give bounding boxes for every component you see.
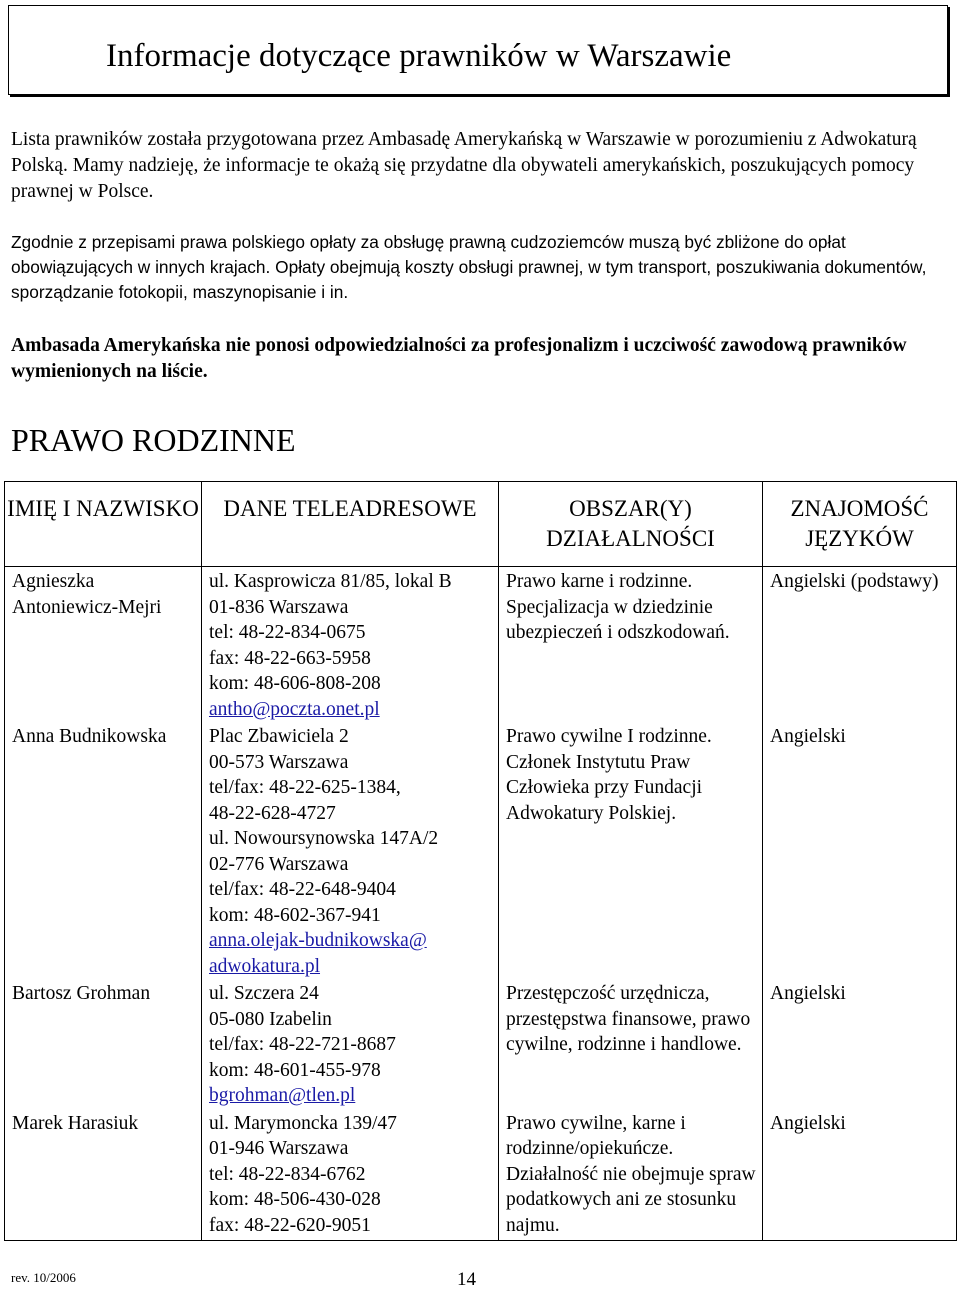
lawyer-contact bbox=[202, 979, 499, 1109]
contact-line: 01-836 Warszawa bbox=[209, 596, 349, 618]
email-link[interactable]: bgrohman@tlen.pl bbox=[209, 1085, 356, 1106]
header-area: OBSZAR(Y) DZIAŁALNOŚCI bbox=[499, 482, 763, 567]
contact-line: ul. Kasprowicza 81/85, lokal B bbox=[209, 571, 452, 592]
title-box bbox=[8, 5, 948, 95]
languages: Angielski (podstawy) bbox=[763, 567, 957, 723]
contact-line: 05-080 Izabelin bbox=[209, 1008, 332, 1030]
table-row bbox=[5, 567, 957, 723]
contact-line: tel: 48-22-834-0675 bbox=[209, 622, 366, 643]
languages: Angielski bbox=[763, 722, 957, 979]
section-title: PRAWO RODZINNE bbox=[11, 422, 296, 458]
practice-area: Prawo cywilne, karne i rodzinne/opiekuńcze. Działalność nie obejmuje spraw podatkowych ani ze stosunku najmu. bbox=[499, 1109, 763, 1241]
table-header-row bbox=[5, 482, 957, 567]
contact-line: 48-22-628-4727 bbox=[209, 802, 336, 824]
practice-area: Prawo karne i rodzinne. Specjalizacja w dziedzinie ubezpieczeń i odszkodowań. bbox=[499, 567, 763, 723]
lawyer-contact bbox=[202, 722, 499, 979]
languages: Angielski bbox=[763, 979, 957, 1109]
page-title: Informacje dotyczące prawników w Warszawie bbox=[106, 38, 732, 74]
email-link[interactable]: antho@poczta.onet.pl bbox=[209, 698, 380, 720]
contact-line: ul. Nowoursynowska 147A/2 bbox=[209, 828, 439, 849]
lawyer-contact bbox=[202, 1109, 499, 1241]
languages: Angielski bbox=[763, 1109, 957, 1241]
contact-line: fax: 48-22-663-5958 bbox=[209, 647, 371, 669]
contact-line: ul. Szczera 24 bbox=[209, 983, 319, 1004]
contact-line: kom: 48-506-430-028 bbox=[209, 1189, 381, 1210]
intro-paragraph: Lista prawników została przygotowana przez Ambasadę Amerykańską w Warszawie w porozumieniu z Adwokaturą Polską. Mamy nadzieję, że informacje te okażą się przydatne dla obywateli amerykańskich, poszukujących pomocy prawnej w Polsce. bbox=[11, 129, 917, 202]
contact-line: fax: 48-22-620-9051 bbox=[209, 1214, 371, 1236]
header-contact: DANE TELEADRESOWE bbox=[202, 482, 499, 567]
lawyer-name: Anna Budnikowska bbox=[5, 722, 202, 979]
contact-line: tel/fax: 48-22-721-8687 bbox=[209, 1034, 396, 1055]
lawyers-table bbox=[4, 481, 957, 1241]
contact-line: 00-573 Warszawa bbox=[209, 751, 349, 773]
header-name: IMIĘ I NAZWISKO bbox=[5, 482, 202, 567]
table-row bbox=[5, 722, 957, 979]
contact-line: tel/fax: 48-22-625-1384, bbox=[209, 777, 401, 798]
contact-line: ul. Marymoncka 139/47 bbox=[209, 1112, 397, 1134]
contact-line: kom: 48-601-455-978 bbox=[209, 1059, 381, 1081]
contact-line: kom: 48-606-808-208 bbox=[209, 673, 381, 694]
email-link[interactable]: adwokatura.pl bbox=[209, 955, 321, 977]
table-row bbox=[5, 1109, 957, 1241]
disclaimer-paragraph: Ambasada Amerykańska nie ponosi odpowiedzialności za profesjonalizm i uczciwość zawodową prawników wymienionych na liście. bbox=[11, 335, 907, 382]
contact-line: kom: 48-602-367-941 bbox=[209, 904, 381, 926]
lawyer-name: Marek Harasiuk bbox=[5, 1109, 202, 1241]
contact-line: tel/fax: 48-22-648-9404 bbox=[209, 879, 396, 900]
header-languages: ZNAJOMOŚĆ JĘZYKÓW bbox=[763, 482, 957, 567]
fees-paragraph: Zgodnie z przepisami prawa polskiego opłaty za obsługę prawną cudzoziemców muszą być zbliżone do opłat obowiązujących w innych krajach. Opłaty obejmują koszty obsługi prawnej, w tym transport, poszukiwania dokumentów, sporządzanie fotokopii, maszynopisanie i in. bbox=[11, 232, 927, 302]
table-row bbox=[5, 979, 957, 1109]
email-link[interactable]: anna.olejak-budnikowska@ bbox=[209, 930, 427, 951]
contact-line: tel: 48-22-834-6762 bbox=[209, 1163, 366, 1185]
contact-line: Plac Zbawiciela 2 bbox=[209, 726, 349, 747]
lawyer-name: Bartosz Grohman bbox=[5, 979, 202, 1109]
lawyer-name: Agnieszka Antoniewicz-Mejri bbox=[5, 567, 202, 723]
page-number: 14 bbox=[457, 1269, 476, 1290]
revision-note: rev. 10/2006 bbox=[11, 1270, 76, 1285]
contact-line: 02-776 Warszawa bbox=[209, 853, 349, 875]
contact-line: 01-946 Warszawa bbox=[209, 1138, 349, 1159]
lawyer-contact bbox=[202, 567, 499, 723]
practice-area: Przestępczość urzędnicza, przestępstwa finansowe, prawo cywilne, rodzinne i handlowe. bbox=[499, 979, 763, 1109]
practice-area: Prawo cywilne I rodzinne. Członek Instytutu Praw Człowieka przy Fundacji Adwokatury Polskiej. bbox=[499, 722, 763, 979]
